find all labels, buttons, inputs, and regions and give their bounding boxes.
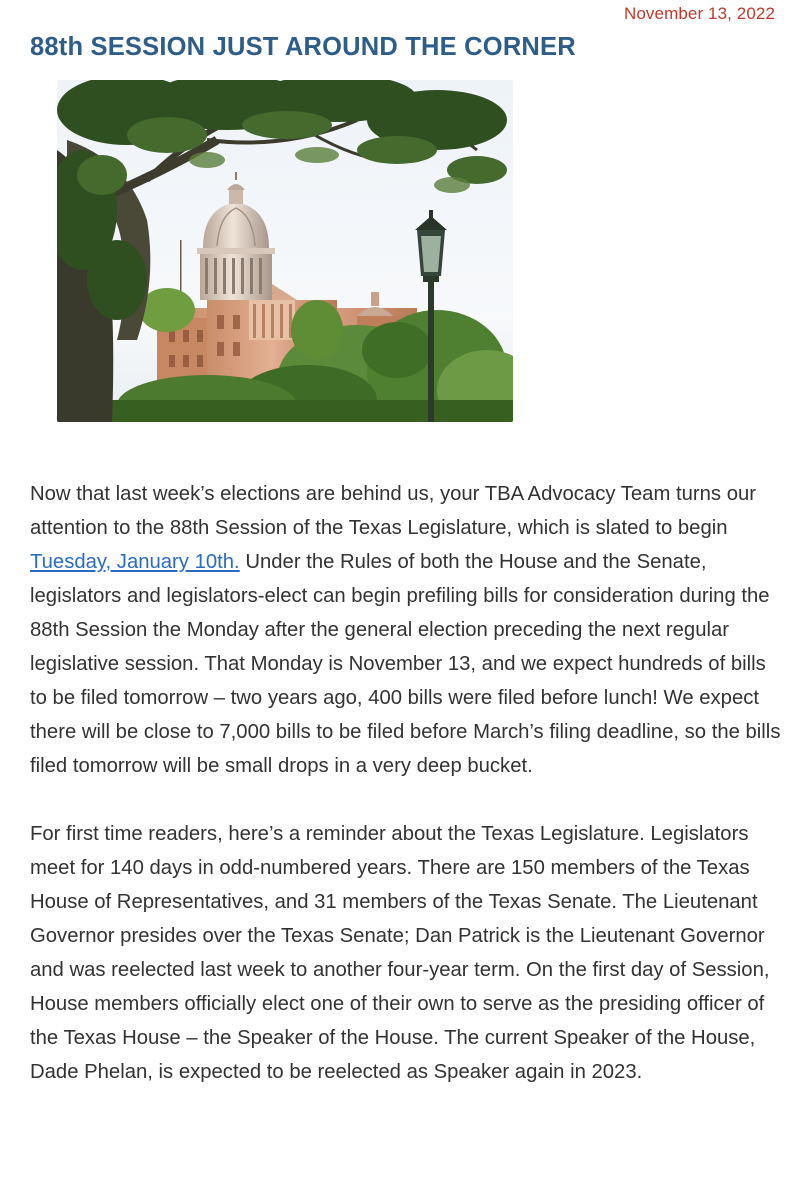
paragraph-intro xyxy=(30,477,782,783)
article-headline: 88th SESSION JUST AROUND THE CORNER xyxy=(30,33,576,61)
paragraph-intro-text-after-link: Under the Rules of both the House and the Senate, legislators and legislators-elect can begin prefiling bills for consideration during the 88th Session the Monday after the general election preceding the next regular legislative session. That Monday is November 13, and we expect hundreds of bills to be filed tomorrow – two years ago, 400 bills were filed before lunch! We expect there will be close to 7,000 bills to be filed before March’s filing deadline, so the bills filed tomorrow will be small drops in a very deep bucket. xyxy=(30,551,781,777)
paragraph-legislature-reminder: For first time readers, here’s a reminder about the Texas Legislature. Legislators meet for 140 days in odd-numbered years. There are 150 members of the Texas House of Representatives, and 31 members of the Texas Senate. The Lieutenant Governor presides over the Texas Senate; Dan Patrick is the Lieutenant Governor and was reelected last week to another four-year term. On the first day of Session, House members officially elect one of their own to serve as the presiding officer of the Texas House – the Speaker of the House. The current Speaker of the House, Dade Phelan, is expected to be reelected as Speaker again in 2023. xyxy=(30,823,770,1083)
session-start-date-link[interactable]: Tuesday, January 10th. xyxy=(30,551,240,573)
capitol-photo xyxy=(57,80,513,422)
paragraph-intro-text-before-link: Now that last week’s elections are behind us, your TBA Advocacy Team turns our attention to the 88th Session of the Texas Legislature, which is slated to begin xyxy=(30,483,757,539)
capitol-illustration xyxy=(57,80,513,422)
article-body xyxy=(30,477,782,1089)
date-stamp: November 13, 2022 xyxy=(623,4,775,23)
